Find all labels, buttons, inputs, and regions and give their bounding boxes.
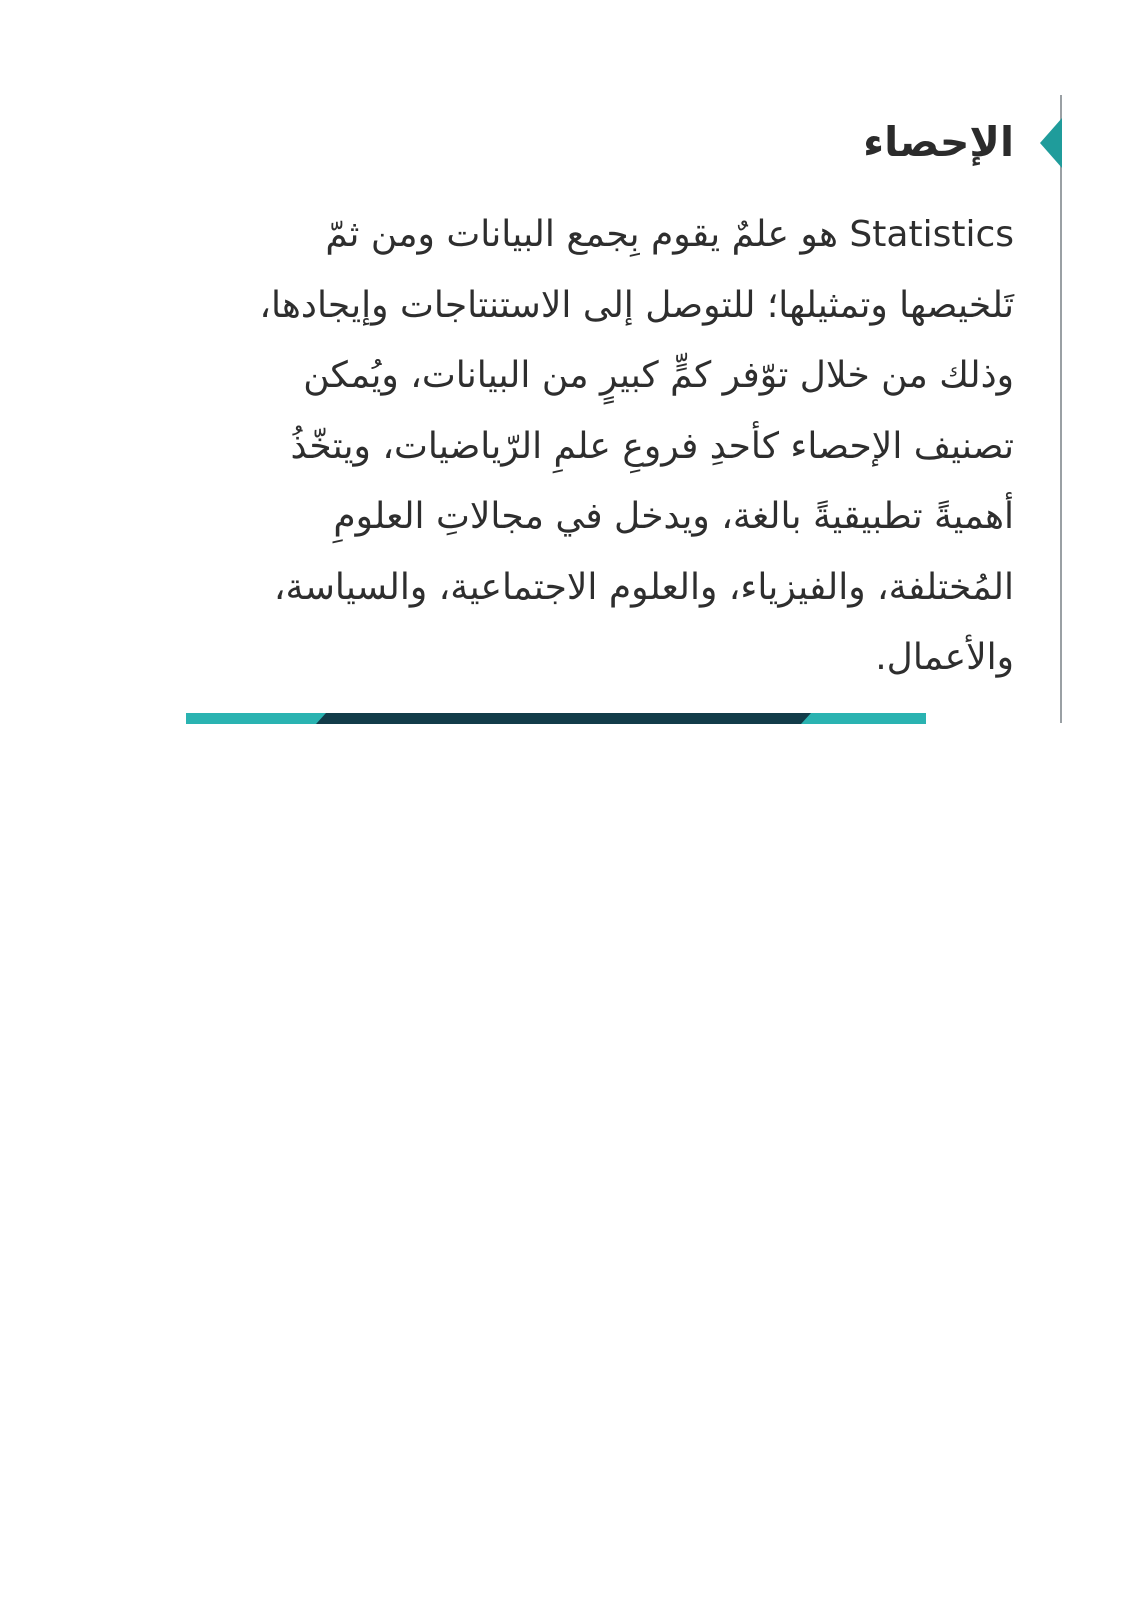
vertical-divider [1060, 95, 1062, 723]
heading-marker-icon [1040, 118, 1062, 168]
decorative-divider-bar [186, 713, 926, 724]
section-paragraph: Statistics هو علمٌ يقوم بِجمع البيانات ومن ثمّ تَلخيصها وتمثيلها؛ للتوصل إلى الاستنتاجات وإيجادها، وذلك من خلال توّفر كمٍّ كبيرٍ من البيانات، ويُمكن تصنيف الإحصاء كأحدِ فروعِ علمِ الرّياضيات، ويتخّذُ أهميةً تطبيقيةً بالغة، ويدخل في مجالاتِ العلومِ المُختلفة، والفيزياء، والعلوم الاجتماعية، والسياسة، والأعمال. [259, 214, 1014, 678]
section-title: الإحصاء [863, 118, 1014, 166]
